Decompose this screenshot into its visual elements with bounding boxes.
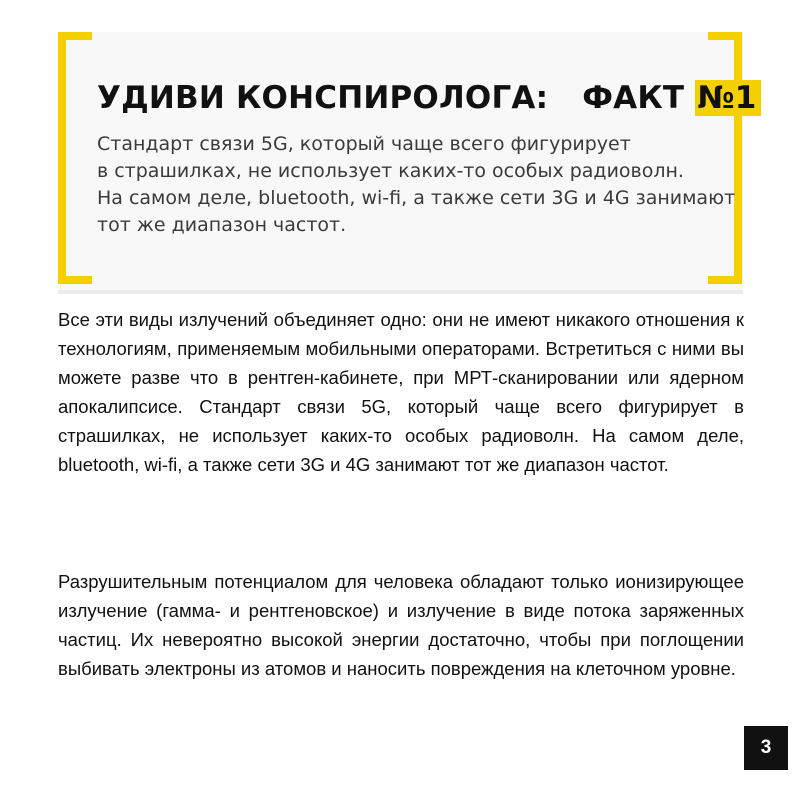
callout-line: тот же диапазон частот. [97, 214, 347, 236]
body-paragraph-2: Разрушительным потенциалом для человека обладают только ионизирующее излучение (гамма- и рентгеновское) и излучение в виде потока заряженных частиц. Их невероятно высокой энергии достаточно, чтобы при поглощении выбивать электроны из атомов и наносить повреждения на клеточном уровне. [58, 571, 744, 679]
callout-title [97, 76, 761, 120]
callout-line: в страшилках, не использует каких-то особых радиоволн. [97, 160, 684, 182]
callout-fact-number-badge: №1 [695, 80, 760, 116]
callout-title-main: УДИВИ КОНСПИРОЛОГА: [97, 80, 549, 116]
callout-body [97, 131, 736, 239]
body-paragraph-1: Все эти виды излучений объединяет одно: они не имеют никакого отношения к технологиям, применяемым мобильными операторами. Встретиться с ними вы можете разве что в рентген-кабинете, при МРТ-сканировании или ядерном апокалипсисе. Стандарт связи 5G, который чаще всего фигурирует в страшилках, не использует каких-то особых радиоволн. На самом деле, bluetooth, wi-fi, а также сети 3G и 4G занимают тот же диапазон частот. [58, 309, 744, 475]
callout-line: Стандарт связи 5G, который чаще всего фигурирует [97, 133, 631, 155]
callout-title-fact: ФАКТ [582, 80, 685, 116]
page-number-badge: 3 [744, 726, 788, 770]
left-bracket-decoration [58, 32, 92, 284]
callout-line: На самом деле, bluetooth, wi-fi, а также сети 3G и 4G занимают [97, 187, 736, 209]
